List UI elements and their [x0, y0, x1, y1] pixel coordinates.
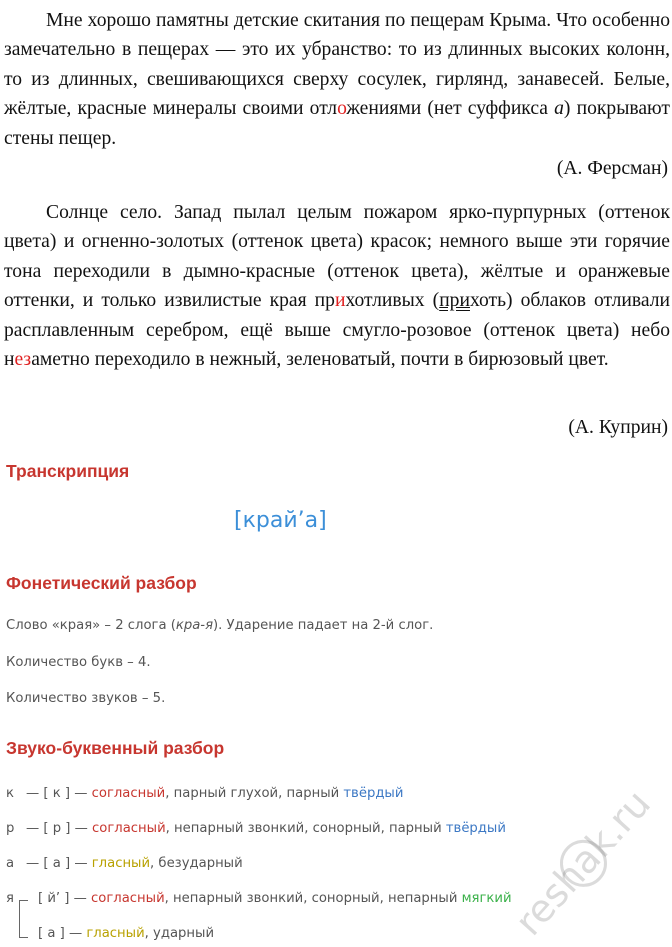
row-letter: я: [6, 891, 14, 906]
paragraph-fersman: [4, 6, 670, 153]
syllables-line: [6, 618, 433, 633]
text-part: Мне хорошо памятны детские скитания по пещерам Крыма. Что особенно замечательно в пещерах — это их убранство: то из длинных высоких колонн, то из длинных, свешивающихся сверху сосулек, гирлянд, занавесей. Белые, жёлтые, красные минералы своими отл: [4, 10, 670, 120]
row-kind: гласный: [86, 926, 145, 941]
author-kuprin: (А. Куприн): [568, 417, 668, 438]
row-softness: мягкий: [461, 891, 512, 906]
text-part: хотливых (: [345, 290, 440, 312]
row-sound: [ а ]: [43, 856, 71, 871]
row-letter: к: [6, 786, 14, 801]
row-desc: , безударный: [150, 856, 243, 871]
row-sound: [ й’ ]: [38, 891, 70, 906]
analysis-row: [6, 856, 243, 871]
author-fersman: (А. Ферсман): [556, 158, 668, 179]
text-part: Солнце село. Запад пылал целым пожаром ярко-пурпурных (оттенок цвета) и огненно-золотых (оттенок цвета) красок; немного выше эти горячие тона переходили в дымно-красные (оттенок цвета), жёлтые и оранжевые оттенки, и только извилистые края пр: [4, 202, 670, 312]
highlight-prefix: ез: [14, 349, 32, 371]
analysis-row: [6, 891, 512, 906]
text-part: ). Ударение падает на 2-й слог.: [213, 618, 434, 633]
text-part: ) покрывают стены пещер.: [4, 98, 670, 149]
row-kind: гласный: [91, 856, 151, 871]
row-dash: —: [74, 856, 88, 871]
watermark-text: reshak.ru: [506, 781, 660, 944]
syllable-split: кра-я: [175, 618, 213, 633]
row-desc: , ударный: [144, 926, 215, 941]
analysis-row: [6, 926, 214, 941]
underlined-prefix: при: [439, 290, 470, 312]
phonetic-heading: Фонетический разбор: [6, 573, 197, 593]
row-desc: , непарный звонкий, сонорный, парный: [165, 821, 446, 836]
transcription-value: [край’а]: [234, 508, 327, 533]
row-dash: —: [68, 926, 83, 941]
highlight-letter: и: [334, 290, 346, 312]
row-letter: а: [6, 856, 15, 871]
row-sound: [ к ]: [43, 786, 71, 801]
text-part: жениями (нет суффикса: [346, 98, 555, 120]
row-dash: —: [26, 786, 40, 801]
analysis-row: [6, 786, 403, 801]
italic-letter: а: [554, 98, 564, 120]
row-letter: р: [6, 821, 15, 836]
row-desc: , парный глухой, парный: [165, 786, 344, 801]
row-hardness: твёрдый: [445, 821, 506, 836]
row-kind: согласный: [91, 891, 165, 906]
row-sound: [ р ]: [43, 821, 71, 836]
row-desc: , непарный звонкий, сонорный, непарный: [164, 891, 462, 906]
sound-letter-heading: Звуко-буквенный разбор: [6, 738, 225, 758]
text-part: Слово «края» – 2 слога (: [6, 618, 176, 633]
paragraph-kuprin: [4, 198, 670, 374]
analysis-row: [6, 821, 506, 836]
highlight-letter: о: [337, 98, 347, 120]
text-part: хоть) облаков отливали расплавленным серебром, ещё выше смугло-розовое (оттенок цвета) небо н: [4, 290, 670, 371]
row-dash: —: [26, 856, 40, 871]
row-dash: —: [74, 786, 88, 801]
row-kind: согласный: [92, 821, 166, 836]
sounds-count: Количество звуков – 5.: [6, 691, 166, 706]
row-dash: —: [73, 891, 87, 906]
text-part: аметно переходило в нежный, зеленоватый, почти в бирюзовый цвет.: [31, 349, 609, 371]
row-dash: —: [26, 821, 40, 836]
row-sound: [ а ]: [38, 926, 65, 941]
row-hardness: твёрдый: [343, 786, 404, 801]
letters-count: Количество букв – 4.: [6, 655, 151, 670]
row-kind: согласный: [91, 786, 166, 801]
transcription-heading: Транскрипция: [6, 461, 130, 481]
watermark-logo: [492, 777, 672, 947]
row-dash: —: [74, 821, 88, 836]
